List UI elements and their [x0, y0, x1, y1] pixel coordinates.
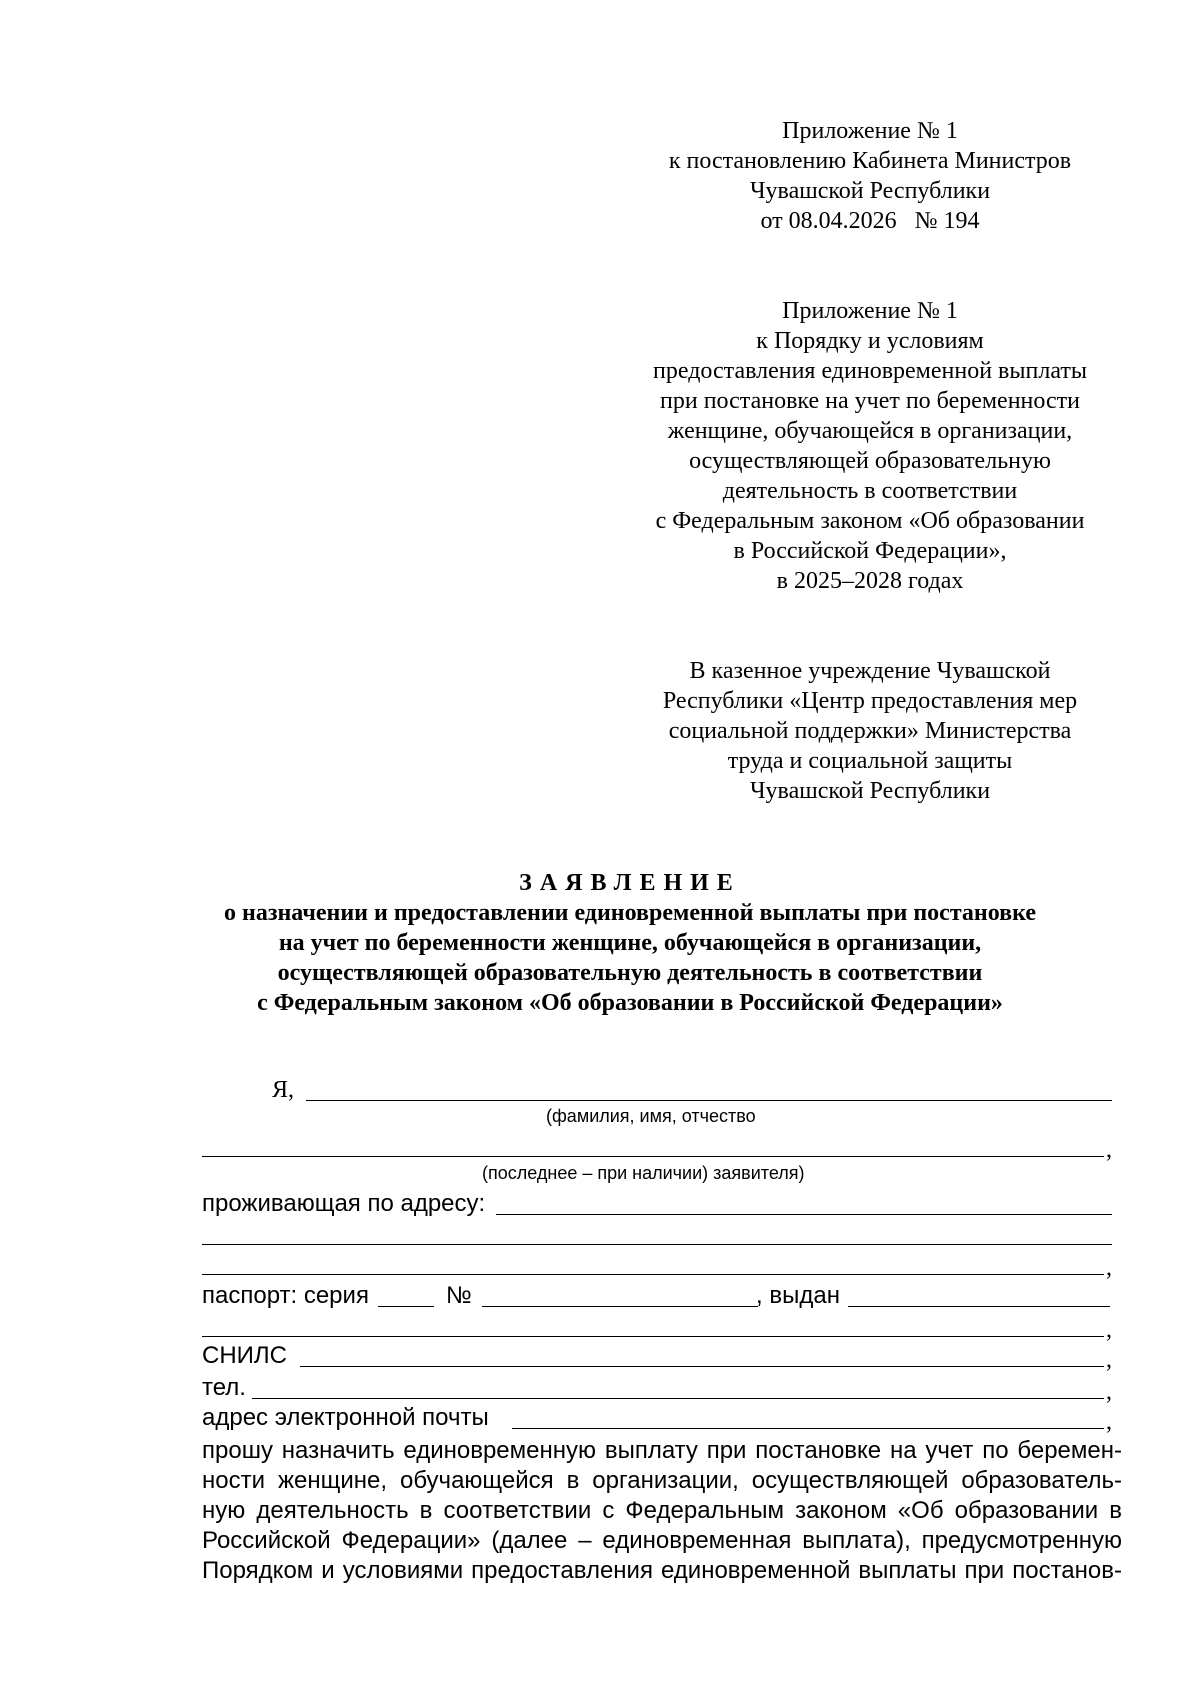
request-line: ности женщине, обучающейся в организации, осуществляющей образователь- [202, 1467, 1122, 1494]
fio-caption-2: (последнее – при наличии) заявителя) [482, 1163, 805, 1183]
email-label: адрес электронной почты [202, 1404, 489, 1431]
addressee-line: социальной поддержки» Министерства [668, 718, 1072, 744]
comma: , [1106, 1317, 1112, 1343]
appendix-1-header [630, 116, 1110, 236]
statement-subtitle-line: осуществляющей образовательную деятельность в соответствии [277, 960, 983, 986]
appendix-1-line: к постановлению Кабинета Министров [668, 148, 1072, 174]
passport-series-field[interactable] [378, 1306, 434, 1307]
appendix-2-line: женщине, обучающейся в организации, [667, 418, 1073, 444]
request-line: Порядком и условиями предоставления единовременной выплаты при постанов- [202, 1557, 1122, 1584]
passport-issued-field[interactable] [848, 1306, 1110, 1307]
appendix-2-line: предоставления единовременной выплаты [653, 358, 1087, 384]
snils-field-line[interactable] [300, 1366, 1104, 1367]
addressee-line: В казенное учреждение Чувашской [689, 658, 1051, 684]
addressee-line: Чувашской Республики [749, 778, 991, 804]
address-field-line-3[interactable] [202, 1274, 1104, 1275]
addressee-line: Республики «Центр предоставления мер [662, 688, 1078, 714]
comma: , [1106, 1409, 1112, 1435]
tel-field-line[interactable] [252, 1398, 1104, 1399]
statement-title [140, 868, 1120, 1018]
passport-series-label: паспорт: серия [202, 1282, 369, 1309]
appendix-1-line: Приложение № 1 [782, 118, 958, 144]
addressee-block [630, 656, 1110, 806]
fio-field-line[interactable] [306, 1100, 1112, 1101]
statement-heading: ЗАЯВЛЕНИЕ [519, 870, 741, 896]
statement-subtitle-line: о назначении и предоставлении единовременной выплаты при постановке [224, 900, 1036, 926]
appendix-2-line: Приложение № 1 [782, 298, 958, 324]
passport-number-field[interactable] [482, 1306, 758, 1307]
appendix-2-line: деятельность в соответствии [722, 478, 1018, 504]
comma: , [1106, 1347, 1112, 1373]
appendix-2-line: в Российской Федерации», [733, 538, 1007, 564]
comma: , [1106, 1379, 1112, 1405]
address-label: проживающая по адресу: [202, 1190, 486, 1217]
comma: , [1106, 1255, 1112, 1281]
passport-issued-label: , выдан [756, 1282, 840, 1309]
email-field-line[interactable] [512, 1428, 1104, 1429]
appendix-2-header [630, 296, 1110, 596]
tel-label: тел. [202, 1374, 246, 1401]
appendix-2-line: к Порядку и условиям [756, 328, 984, 354]
fio-field-line-2[interactable] [202, 1156, 1104, 1157]
fio-caption: (фамилия, имя, отчество [546, 1106, 756, 1126]
appendix-1-line: Чувашской Республики [749, 178, 991, 204]
ya-label: Я, [272, 1077, 295, 1103]
passport-number-label: № [446, 1282, 472, 1309]
request-line: Российской Федерации» (далее – единовременная выплата), предусмотренную [202, 1527, 1122, 1554]
request-paragraph [202, 1436, 1122, 1586]
statement-subtitle-line: с Федеральным законом «Об образовании в Российской Федерации» [257, 990, 1003, 1016]
appendix-2-line: в 2025–2028 годах [776, 568, 964, 594]
appendix-2-line: осуществляющей образовательную [689, 448, 1051, 474]
comma: , [1106, 1137, 1112, 1163]
snils-label: СНИЛС [202, 1342, 287, 1369]
passport-issued-field-2[interactable] [202, 1336, 1104, 1337]
address-field-line-2[interactable] [202, 1244, 1112, 1245]
request-line: прошу назначить единовременную выплату при постановке на учет по беремен- [202, 1437, 1122, 1464]
appendix-1-line: от 08.04.2026 № 194 [760, 208, 980, 234]
statement-subtitle-line: на учет по беременности женщине, обучающейся в организации, [278, 930, 982, 956]
addressee-line: труда и социальной защиты [727, 748, 1013, 774]
appendix-2-line: при постановке на учет по беременности [660, 388, 1080, 414]
appendix-2-line: с Федеральным законом «Об образовании [655, 508, 1085, 534]
request-line: ную деятельность в соответствии с Федеральным законом «Об образовании в [202, 1497, 1122, 1524]
address-field-line[interactable] [496, 1214, 1112, 1215]
